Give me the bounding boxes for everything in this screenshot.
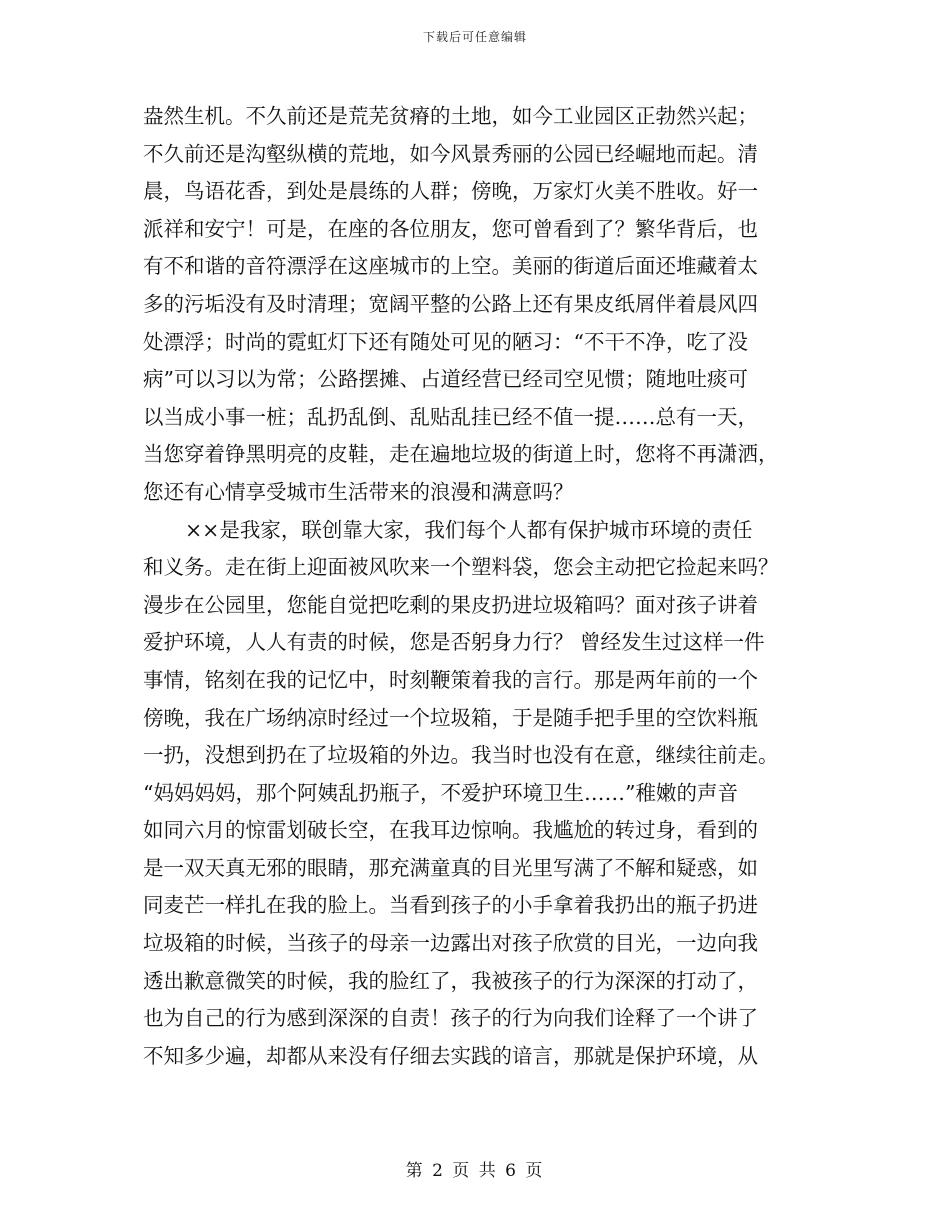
page-footer: 第 2 页 共 6 页	[405, 1161, 545, 1181]
text-line: 当您穿着铮黑明亮的皮鞋，走在遍地垃圾的街道上时，您将不再潇洒，	[143, 442, 779, 467]
text-line: 病”可以习以为常；公路摆摊、占道经营已经司空见惯；随地吐痰可	[143, 367, 748, 392]
text-line: 多的污垢没有及时清理；宽阔平整的公路上还有果皮纸屑伴着晨风四	[143, 291, 758, 316]
page-header: 下载后可任意编辑	[422, 30, 527, 44]
text-line: 事情，铭刻在我的记忆中，时刻鞭策着我的言行。那是两年前的一个	[143, 667, 758, 692]
text-line: 盎然生机。不久前还是荒芜贫瘠的土地，如今工业园区正勃然兴起；	[143, 104, 758, 128]
text-line: 派祥和安宁！可是，在座的各位朋友，您可曾看到了？繁华背后，也	[143, 216, 758, 241]
paragraph	[143, 98, 807, 512]
text-line: 是一双天真无邪的眼睛，那充满童真的目光里写满了不解和疑惑，如	[143, 855, 758, 880]
text-line: 爱护环境，人人有责的时候，您是否躬身力行？ 曾经发生过这样一件	[143, 630, 765, 655]
text-line: 漫步在公园里，您能自觉把吃剩的果皮扔进垃圾箱吗？面对孩子讲着	[143, 592, 758, 617]
text-line: 同麦芒一样扎在我的脸上。当看到孩子的小手拿着我扔出的瓶子扔进	[143, 893, 758, 918]
text-line: 也为自己的行为感到深深的自责！孩子的行为向我们诠释了一个讲了	[143, 1006, 758, 1031]
document-body	[143, 98, 807, 1075]
text-line: 晨，鸟语花香，到处是晨练的人群；傍晚，万家灯火美不胜收。好一	[143, 179, 758, 204]
paragraph	[143, 512, 807, 1076]
text-line: 一扔，没想到扔在了垃圾箱的外边。我当时也没有在意，继续往前走。	[143, 743, 779, 768]
text-line: 和义务。走在街上迎面被风吹来一个塑料袋，您会主动把它捡起来吗？	[143, 555, 779, 580]
text-line: “妈妈妈妈，那个阿姨乱扔瓶子，不爱护环境卫生……”稚嫩的声音	[143, 780, 738, 805]
text-line: 垃圾箱的时候，当孩子的母亲一边露出对孩子欣赏的目光，一边向我	[143, 931, 758, 956]
text-line: 您还有心情享受城市生活带来的浪漫和满意吗？	[143, 479, 574, 504]
text-line: 如同六月的惊雷划破长空，在我耳边惊响。我尴尬的转过身，看到的	[143, 818, 758, 843]
text-line: 透出歉意微笑的时候，我的脸红了，我被孩子的行为深深的打动了，	[143, 968, 758, 993]
text-line: ××是我家，联创靠大家，我们每个人都有保护城市环境的责任	[185, 517, 753, 542]
text-line: 傍晚，我在广场纳凉时经过一个垃圾箱，于是随手把手里的空饮料瓶	[143, 705, 758, 730]
text-line: 处漂浮；时尚的霓虹灯下还有随处可见的陋习：“不干不净，吃了没	[143, 329, 748, 354]
text-line: 以当成小事一桩；乱扔乱倒、乱贴乱挂已经不值一提……总有一天，	[143, 404, 758, 429]
text-line: 不知多少遍，却都从来没有仔细去实践的谙言，那就是保护环境，从	[143, 1043, 758, 1068]
text-line: 有不和谐的音符漂浮在这座城市的上空。美丽的街道后面还堆藏着太	[143, 254, 758, 279]
text-line: 不久前还是沟壑纵横的荒地，如今风景秀丽的公园已经崛地而起。清	[143, 141, 758, 166]
